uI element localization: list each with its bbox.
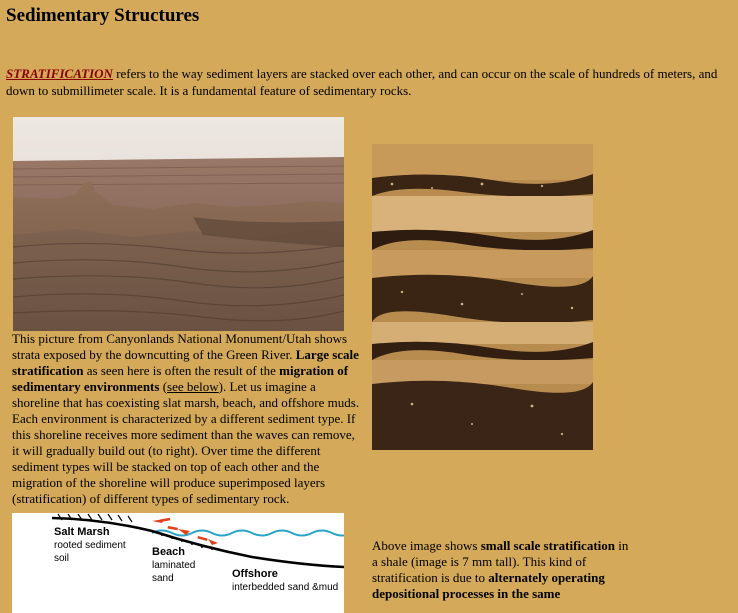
shoreline-diagram: [12, 513, 344, 613]
page-title: Sedimentary Structures: [6, 5, 200, 26]
intro-paragraph: [6, 65, 734, 99]
shale-text-1: Above image shows: [372, 538, 481, 553]
canyon-bold-1: Large scale stratification: [12, 347, 359, 378]
diagram-beach-label: Beach: [152, 546, 186, 558]
shale-description: [372, 538, 634, 602]
canyon-text-4: ). Let us imagine a shoreline that has coexisting slat marsh, beach, and offshore muds. Each environment is characterized by a different sediment type. If this shoreline receives more sediment than the waves can remove, it will gradually build out (to right). Over time the different sediment types will be stacked on top of each other and the migration of the shoreline will produce superimposed layers (stratification) of different types of sedimentary rock.: [12, 379, 360, 506]
diagram-salt-marsh-sub2: soil: [54, 553, 70, 564]
canyonlands-photo: [13, 117, 344, 331]
diagram-offshore-label: Offshore: [232, 568, 278, 580]
intro-text: refers to the way sediment layers are stacked over each other, and can occur on the scale of hundreds of meters, and down to submillimeter scale. It is a fundamental feature of sedimentary rocks.: [6, 66, 718, 98]
canyon-text-3: (: [159, 379, 168, 394]
shale-bold-2: alternately operating depositional processes in the same: [372, 570, 605, 601]
see-below-link[interactable]: see below: [167, 379, 219, 394]
diagram-salt-marsh-sub1: rooted sediment: [54, 540, 126, 551]
shale-stratification-photo: [372, 144, 593, 450]
diagram-beach-sub2: sand: [152, 573, 174, 584]
diagram-beach-sub1: laminated: [152, 560, 196, 571]
canyon-text-1: This picture from Canyonlands National Monument/Utah shows strata exposed by the downcutting of the Green River.: [12, 331, 348, 362]
shale-bold-1: small scale stratification: [480, 538, 615, 553]
diagram-offshore-sub: interbedded sand &mud: [232, 582, 339, 593]
canyonlands-description: [12, 331, 364, 507]
canyon-bold-2: migration of sedimentary environments: [12, 363, 349, 394]
shale-text-2: in a shale (image is 7 mm tall). This kind of stratification is due to: [372, 538, 629, 585]
stratification-term: STRATIFICATION: [6, 66, 113, 81]
canyon-text-2: as seen here is often the result of the: [83, 363, 280, 378]
diagram-salt-marsh-label: Salt Marsh: [54, 526, 110, 538]
